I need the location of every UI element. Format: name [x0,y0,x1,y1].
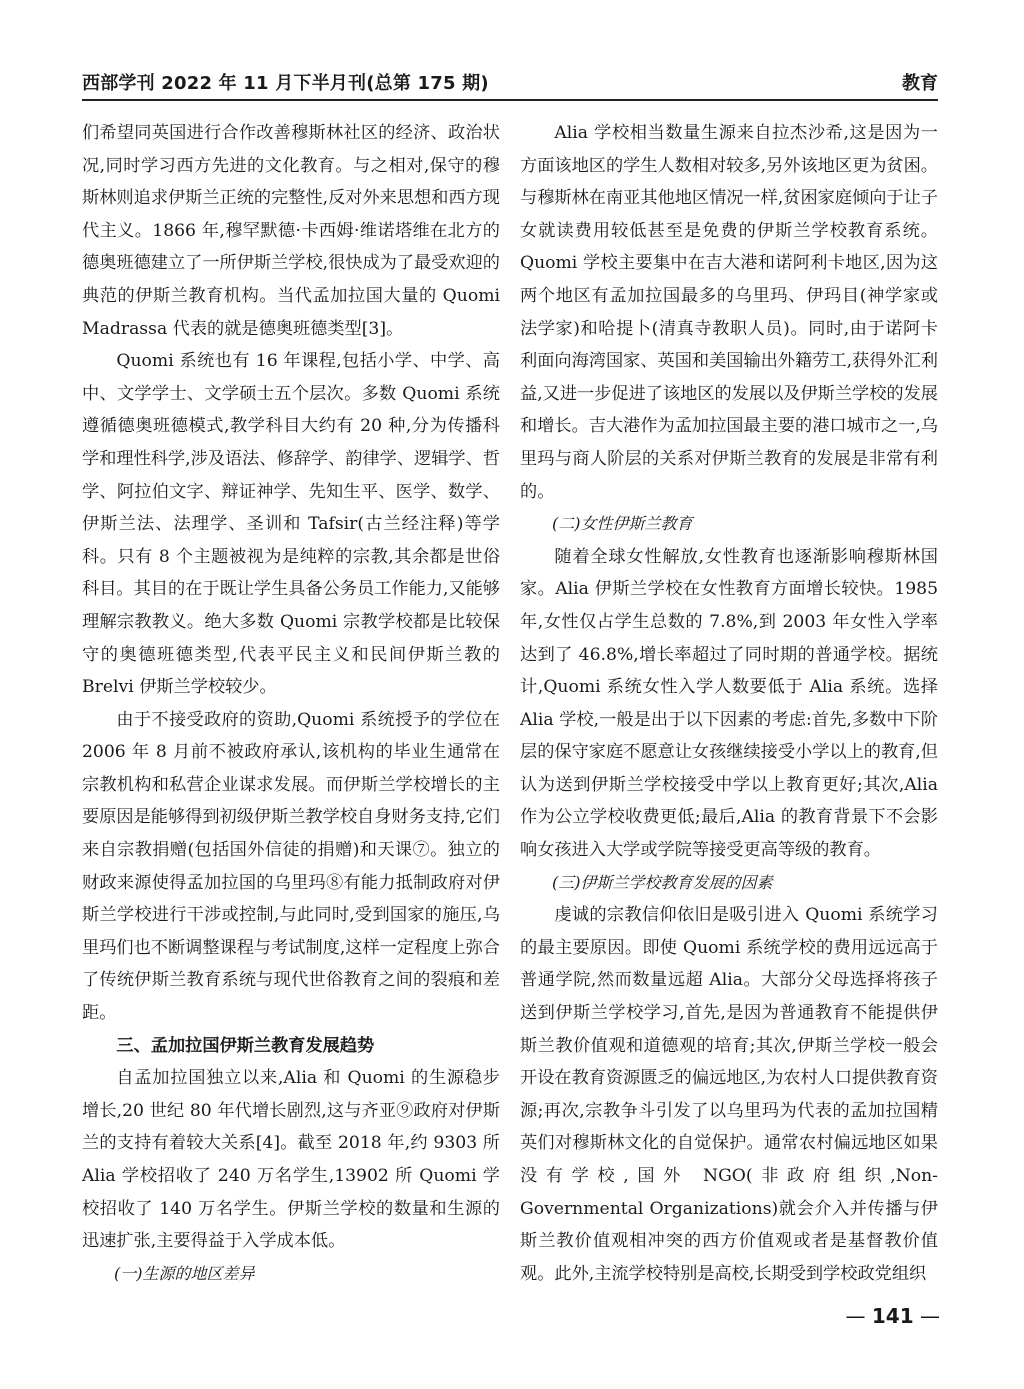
subsection-heading: (三)伊斯兰学校教育发展的因素 [552,872,773,892]
paragraph: 随着全球女性解放,女性教育也逐渐影响穆斯林国家。Alia 伊斯兰学校在女性教育方面增长较快。1985 年,女性仅占学生总数的 7.8%,到 2003 年女性入学率达到了 46.8%,增长率超过了同时期的普通学校。据统计,Quomi 系统女性入学人数要低于 Alia 系统。选择 Alia 学校,一般是出于以下因素的考虑:首先,多数中下阶层的保守家庭不愿意让女孩继续接受小学以上的教育,但认为送到伊斯兰学校接受中学以上教育更好;其次,Alia 作为公立学校收费更低;最后,Alia 的教育背景下不会影响女孩进入大学或学院等接受更高等级的教育。 [520,546,938,861]
subsection-heading: (一)生源的地区差异 [114,1263,255,1283]
paragraph: 由于不接受政府的资助,Quomi 系统授予的学位在 2006 年 8 月前不被政府承认,该机构的毕业生通常在宗教机构和私营企业谋求发展。而伊斯兰学校增长的主要原因是能够得到初级伊斯兰教学校自身财务支持,它们来自宗教捐赠(包括国外信徒的捐赠)和天课⑦。独立的财政来源使得孟加拉国的乌里玛⑧有能力抵制政府对伊斯兰学校进行干涉或控制,与此同时,受到国家的施压,乌里玛们也不断调整课程与考试制度,这样一定程度上弥合了传统伊斯兰教育系统与现代世俗教育之间的裂痕和差距。 [82,709,500,1024]
header-rule [82,99,938,101]
dash-decoration: — [913,1304,940,1328]
subsection-heading: (二)女性伊斯兰教育 [552,514,693,534]
right-column [520,117,938,1290]
dash-decoration: — [845,1304,872,1328]
running-header [82,72,938,96]
paragraph: 们希望同英国进行合作改善穆斯林社区的经济、政治状况,同时学习西方先进的文化教育。与之相对,保守的穆斯林则追求伊斯兰正统的完整性,反对外来思想和西方现代主义。1866 年,穆罕默德·卡西姆·维诺塔维在北方的德奥班德建立了一所伊斯兰学校,很快成为了最受欢迎的典范的伊斯兰教育机构。当代孟加拉国大量的 Quomi Madrassa 代表的就是德奥班德类型[3]。 [82,123,500,339]
paragraph: Quomi 系统也有 16 年课程,包括小学、中学、高中、文学学士、文学硕士五个层次。多数 Quomi 系统遵循德奥班德模式,教学科目大约有 20 种,分为传播科学和理性科学,涉及语法、修辞学、韵律学、逻辑学、哲学、阿拉伯文字、辩证神学、先知生平、医学、数学、伊斯兰法、法理学、圣训和 Tafsir(古兰经注释)等学科。只有 8 个主题被视为是纯粹的宗教,其余都是世俗科目。其目的在于既让学生具备公务员工作能力,又能够理解宗教教义。绝大多数 Quomi 宗教学校都是比较保守的奥德班德类型,代表平民主义和民间伊斯兰教的 Brelvi 伊斯兰学校较少。 [82,351,500,698]
paragraph: Alia 学校相当数量生源来自拉杰沙希,这是因为一方面该地区的学生人数相对较多,另外该地区更为贫困。与穆斯林在南亚其他地区情况一样,贫困家庭倾向于让子女就读费用较低甚至是免费的伊斯兰学校教育系统。Quomi 学校主要集中在吉大港和诺阿利卡地区,因为这两个地区有孟加拉国最多的乌里玛、伊玛目(神学家或法学家)和哈提卜(清真寺教职人员)。同时,由于诺阿卡利面向海湾国家、英国和美国输出外籍劳工,获得外汇利益,又进一步促进了该地区的发展以及伊斯兰学校的发展和增长。吉大港作为孟加拉国最主要的港口城市之一,乌里玛与商人阶层的关系对伊斯兰教育的发展是非常有利的。 [520,123,938,502]
page-number: 141 [871,1304,914,1328]
journal-title: 西部学刊 2022 年 11 月下半月刊(总第 175 期) [82,73,489,94]
paragraph: 虔诚的宗教信仰依旧是吸引进入 Quomi 系统学习的最主要原因。即使 Quomi 系统学校的费用远远高于普通学院,然而数量远超 Alia。大部分父母选择将孩子送到伊斯兰学校学习,首先,是因为普通教育不能提供伊斯兰教价值观和道德观的培育;其次,伊斯兰学校一般会开设在教育资源匮乏的偏远地区,为农村人口提供教育资源;再次,宗教争斗引发了以乌里玛为代表的孟加拉国精英们对穆斯林文化的自觉保护。通常农村偏远地区如果没有学校,国外 NGO(非政府组织,Non-Governmental Organizations)就会介入并传播与伊斯兰教价值观相冲突的西方价值观或者是基督教价值观。此外,主流学校特别是高校,长期受到学校政党组织 [520,905,938,1284]
section-heading: 三、孟加拉国伊斯兰教育发展趋势 [116,1035,375,1056]
left-column [82,117,500,1290]
page-footer [846,1302,940,1330]
paragraph: 自孟加拉国独立以来,Alia 和 Quomi 的生源稳步增长,20 世纪 80 年代增长剧烈,这与齐亚⑨政府对伊斯兰的支持有着较大关系[4]。截至 2018 年,约 9303 所 Alia 学校招收了 240 万名学生,13902 所 Quomi 学校招收了 140 万名学生。伊斯兰学校的数量和生源的迅速扩张,主要得益于入学成本低。 [82,1068,500,1252]
section-label: 教育 [902,73,938,94]
